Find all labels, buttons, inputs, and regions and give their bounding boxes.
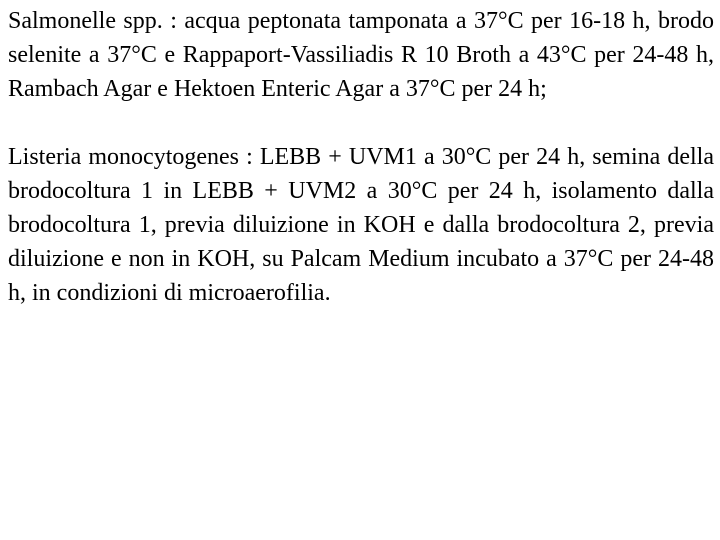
salmonella-paragraph: Salmonelle spp. : acqua peptonata tamponata a 37°C per 16-18 h, brodo selenite a 37°C e Rappaport-Vassiliadis R 10 Broth a 43°C per 24-48 h, Rambach Agar e Hektoen Enteric Agar a 37°C per 24 h; bbox=[8, 8, 714, 102]
listeria-paragraph: Listeria monocytogenes : LEBB + UVM1 a 30°C per 24 h, semina della brodocoltura 1 in LEBB + UVM2 a 30°C per 24 h, isolamento dalla brodocoltura 1, previa diluizione in KOH e dalla brodocoltura 2, previa diluizione e non in KOH, su Palcam Medium incubato a 37°C per 24-48 h, in condizioni di microaerofilia. bbox=[8, 144, 714, 306]
document-body bbox=[8, 4, 714, 310]
